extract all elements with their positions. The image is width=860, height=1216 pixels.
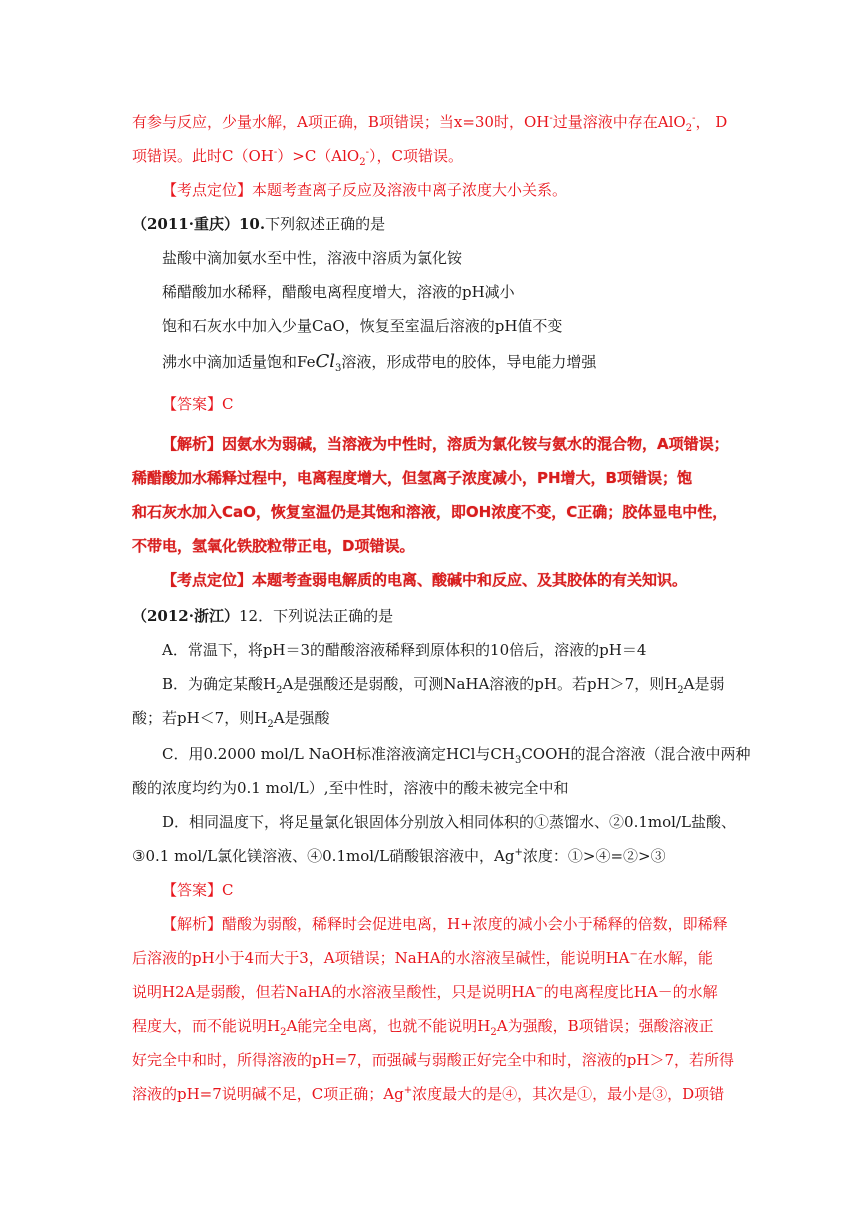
superscript: +	[514, 847, 523, 858]
text-span: 说明H2A是弱酸，但若NaHA的水溶液呈酸性，只是说明HA	[132, 983, 536, 1001]
kaodian-line	[162, 180, 567, 200]
superscript: -	[692, 113, 696, 124]
explanation-line	[132, 1084, 724, 1104]
option-line: 饱和石灰水中加入少量CaO，恢复至室温后溶液的pH值不变	[162, 317, 563, 335]
option-c-cont: 酸的浓度均约为0.1 mol/L）,至中性时，溶液中的酸未被完全中和	[132, 779, 569, 797]
text-span: A是强酸	[273, 709, 330, 727]
answer-label: 【答案】	[162, 881, 223, 899]
explanation-line	[132, 948, 713, 968]
answer-line	[162, 394, 234, 414]
scanned-explanation-line: 【解析】因氨水为弱碱，当溶液为中性时，溶质为氯化铵与氨水的混合物，A项错误；	[162, 435, 729, 453]
explanation-line	[132, 112, 727, 132]
text-span: ， D	[695, 113, 728, 131]
text-span: 酸；若pH＜7，则H	[132, 709, 268, 727]
option-c	[162, 744, 750, 764]
text-span: C．用0.2000 mol/L NaOH标准溶液滴定HCl与CH	[162, 745, 515, 763]
question-stem: 下列叙述正确的是	[265, 215, 386, 233]
text-span: B．为确定某酸H	[162, 675, 277, 693]
subscript: 2	[276, 685, 283, 696]
text-span: 在水解，能	[637, 949, 713, 967]
question-10-title	[132, 214, 385, 234]
subscript: 2	[280, 1027, 287, 1038]
answer-value: C	[222, 395, 234, 413]
text-span: 后溶液的pH小于4而大于3，A项错误；NaHA的水溶液呈碱性，能说明HA	[132, 949, 630, 967]
text-span: ），C项错误。	[369, 147, 463, 165]
text-span: 有参与反应，少量水解，A项正确，B项错误；当x=30时，OH	[132, 113, 550, 131]
kaodian-label: 【考点定位】	[162, 181, 253, 199]
answer-value: C	[222, 881, 234, 899]
option-line: 稀醋酸加水稀释，醋酸电离程度增大，溶液的pH减小	[162, 283, 515, 301]
text-span: 浓度最大的是④，其次是①，最小是③，D项错	[412, 1085, 725, 1103]
text-span: A为强酸，B项错误；强酸溶液正	[496, 1017, 714, 1035]
superscript: +	[403, 1085, 413, 1096]
explanation-line	[132, 982, 718, 1002]
superscript: -	[549, 113, 553, 124]
text-span: ③0.1 mol/L氯化镁溶液、④0.1mol/L硝酸银溶液中，Ag	[132, 847, 515, 865]
subscript: 2	[267, 719, 274, 730]
explanation-line	[132, 146, 463, 166]
text-span: COOH的混合溶液（混合液中两种	[521, 745, 751, 763]
option-line: 盐酸中滴加氨水至中性，溶液中溶质为氯化铵	[162, 249, 463, 267]
text-span: 醋酸为弱酸，稀释时会促进电离，H+浓度的减小会小于稀释的倍数，即稀释	[222, 915, 728, 933]
explanation-line	[162, 914, 728, 934]
text-span: 项错误。此时C（OH	[132, 147, 274, 165]
option-d: D．相同温度下，将足量氯化银固体分别放入相同体积的①蒸馏水、②0.1mol/L盐酸、	[162, 813, 736, 831]
question-stem: 12．下列说法正确的是	[238, 607, 394, 625]
subscript: 2	[685, 123, 693, 134]
superscript: -	[365, 147, 369, 158]
subscript: 3	[335, 363, 342, 374]
question-source: （2012·浙江）	[132, 607, 239, 625]
answer-line	[162, 880, 234, 900]
text-span: A能完全电离，也就不能说明H	[286, 1017, 491, 1035]
superscript: −	[629, 949, 638, 960]
text-span: 过量溶液中存在AlO	[552, 113, 686, 131]
option-d-cont	[132, 846, 666, 866]
option-line	[162, 352, 596, 372]
text-span: 溶液，形成带电的胶体，导电能力增强	[341, 353, 597, 371]
scanned-explanation-line: 不带电，氢氧化铁胶粒带正电，D项错误。	[132, 537, 415, 555]
text-span: A是弱	[683, 675, 725, 693]
superscript: −	[535, 983, 544, 994]
option-b-cont	[132, 708, 330, 728]
text-span: 沸水中滴加适量饱和Fe	[162, 353, 316, 371]
text-span: 程度大，而不能说明H	[132, 1017, 281, 1035]
text-span: 浓度：①>④=②>③	[522, 847, 666, 865]
text-span: ）>C（AlO	[277, 147, 360, 165]
question-12-title	[132, 606, 393, 626]
subscript: 3	[514, 755, 522, 766]
text-span: 的电离程度比HA－的水解	[543, 983, 718, 1001]
kaodian-text: 本题考查离子反应及溶液中离子浓度大小关系。	[252, 181, 568, 199]
subscript: 2	[677, 685, 684, 696]
text-span: 溶液的pH=7说明碱不足，C项正确；Ag	[132, 1085, 404, 1103]
subscript: 2	[359, 157, 366, 168]
scanned-explanation-line: 和石灰水加入CaO，恢复室温仍是其饱和溶液，即OH浓度不变，C正确；胶体显电中性，	[132, 503, 728, 521]
subscript: 2	[490, 1027, 497, 1038]
option-a: A．常温下，将pH＝3的醋酸溶液稀释到原体积的10倍后，溶液的pH＝4	[162, 641, 647, 659]
formula-cl: Cl	[315, 351, 335, 372]
answer-label: 【答案】	[162, 395, 223, 413]
option-b	[162, 674, 725, 694]
scanned-explanation-line: 稀醋酸加水稀释过程中，电离程度增大，但氢离子浓度减小，PH增大，B项错误；饱	[132, 469, 692, 487]
explanation-label: 【解析】	[162, 915, 223, 933]
explanation-line: 好完全中和时，所得溶液的pH=7，而强碱与弱酸正好完全中和时，溶液的pH＞7，若所得	[132, 1051, 735, 1069]
superscript: -	[273, 147, 278, 158]
question-source: （2011·重庆）10.	[132, 215, 266, 233]
explanation-line	[132, 1016, 714, 1036]
scanned-kaodian-line: 【考点定位】本题考查弱电解质的电离、酸碱中和反应、及其胶体的有关知识。	[162, 571, 688, 589]
text-span: A是强酸还是弱酸，可测NaHA溶液的pH。若pH＞7，则H	[282, 675, 678, 693]
